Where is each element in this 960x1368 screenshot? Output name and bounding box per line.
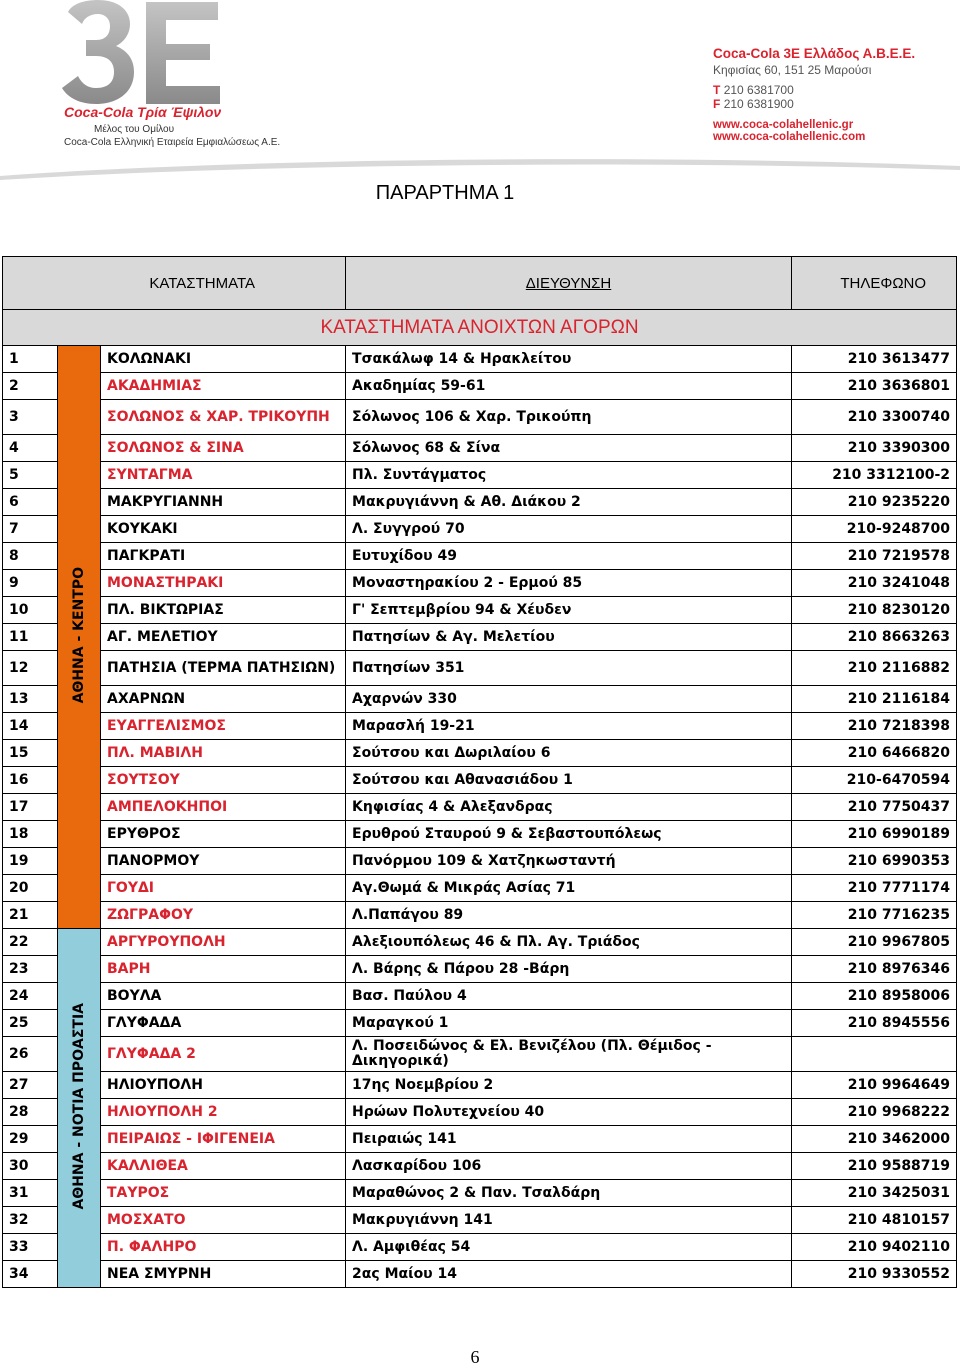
table-row bbox=[3, 1153, 957, 1180]
store-name: ΣΥΝΤΑΓΜΑ bbox=[101, 462, 346, 489]
store-address: Πανόρμου 109 & Χατζηκωσταντή bbox=[346, 848, 792, 875]
store-name: ΑΧΑΡΝΩΝ bbox=[101, 686, 346, 713]
table-row bbox=[3, 435, 957, 462]
store-address: Ακαδημίας 59-61 bbox=[346, 373, 792, 400]
store-phone: 210 8945556 bbox=[792, 1010, 957, 1037]
store-phone: 210 3390300 bbox=[792, 435, 957, 462]
store-address: Μακρυγιάννη 141 bbox=[346, 1207, 792, 1234]
store-name: ΖΩΓΡΑΦΟΥ bbox=[101, 902, 346, 929]
store-name: ΤΑΥΡΟΣ bbox=[101, 1180, 346, 1207]
store-phone: 210 2116882 bbox=[792, 651, 957, 686]
table-row bbox=[3, 875, 957, 902]
store-address: 17ης Νοεμβρίου 2 bbox=[346, 1072, 792, 1099]
store-address: Αλεξιουπόλεως 46 & Πλ. Αγ. Τριάδος bbox=[346, 929, 792, 956]
store-name: ΣΟΛΩΝΟΣ & ΧΑΡ. ΤΡΙΚΟΥΠΗ bbox=[101, 400, 346, 435]
store-phone: 210 6990353 bbox=[792, 848, 957, 875]
store-address: Πειραιώς 141 bbox=[346, 1126, 792, 1153]
row-number: 11 bbox=[3, 624, 58, 651]
store-name: ΜΑΚΡΥΓΙΑΝΝΗ bbox=[101, 489, 346, 516]
store-address: 2ας Μαίου 14 bbox=[346, 1261, 792, 1288]
store-phone: 210 9235220 bbox=[792, 489, 957, 516]
row-number: 29 bbox=[3, 1126, 58, 1153]
table-row bbox=[3, 516, 957, 543]
row-number: 10 bbox=[3, 597, 58, 624]
store-name: ΑΜΠΕΛΟΚΗΠΟΙ bbox=[101, 794, 346, 821]
col-header-address: ΔΙΕΥΘΥΝΣΗ bbox=[346, 257, 792, 310]
row-number: 31 bbox=[3, 1180, 58, 1207]
store-phone: 210-9248700 bbox=[792, 516, 957, 543]
row-number: 13 bbox=[3, 686, 58, 713]
row-number: 32 bbox=[3, 1207, 58, 1234]
table-row bbox=[3, 902, 957, 929]
store-address: Μαρασλή 19-21 bbox=[346, 713, 792, 740]
store-phone: 210 8976346 bbox=[792, 956, 957, 983]
table-row bbox=[3, 1010, 957, 1037]
page-number: 6 bbox=[470, 1347, 480, 1367]
store-name: ΠΑΤΗΣΙΑ (ΤΕΡΜΑ ΠΑΤΗΣΙΩΝ) bbox=[101, 651, 346, 686]
col-header-stores: ΚΑΤΑΣΤΗΜΑΤΑ bbox=[3, 257, 346, 310]
region-south-cell bbox=[58, 929, 101, 1288]
table-row bbox=[3, 686, 957, 713]
store-name: ΚΑΛΛΙΘΕΑ bbox=[101, 1153, 346, 1180]
stores-table bbox=[2, 256, 957, 1288]
store-phone: 210 3636801 bbox=[792, 373, 957, 400]
table-body bbox=[3, 346, 957, 1288]
company-name: Coca-Cola 3E Ελλάδος Α.Β.Ε.Ε. bbox=[713, 46, 916, 61]
table-row bbox=[3, 956, 957, 983]
table-row bbox=[3, 821, 957, 848]
store-phone: 210 7219578 bbox=[792, 543, 957, 570]
table-row bbox=[3, 794, 957, 821]
table-row bbox=[3, 1099, 957, 1126]
row-number: 1 bbox=[3, 346, 58, 373]
row-number: 21 bbox=[3, 902, 58, 929]
row-number: 2 bbox=[3, 373, 58, 400]
table-row bbox=[3, 929, 957, 956]
row-number: 6 bbox=[3, 489, 58, 516]
table-row bbox=[3, 1234, 957, 1261]
store-address: Λ.Παπάγου 89 bbox=[346, 902, 792, 929]
store-phone: 210 9402110 bbox=[792, 1234, 957, 1261]
store-address: Γ' Σεπτεμβρίου 94 & Χέυδεν bbox=[346, 597, 792, 624]
table-row bbox=[3, 651, 957, 686]
table-row bbox=[3, 1261, 957, 1288]
store-phone: 210 3312100-2 bbox=[792, 462, 957, 489]
phone-label: T bbox=[713, 83, 721, 97]
row-number: 34 bbox=[3, 1261, 58, 1288]
row-number: 7 bbox=[3, 516, 58, 543]
store-address: Πατησίων & Αγ. Μελετίου bbox=[346, 624, 792, 651]
row-number: 33 bbox=[3, 1234, 58, 1261]
table-row bbox=[3, 462, 957, 489]
store-address: Λ. Συγγρού 70 bbox=[346, 516, 792, 543]
col-header-phone: ΤΗΛΕΦΩΝΟ bbox=[792, 257, 957, 310]
row-number: 16 bbox=[3, 767, 58, 794]
store-phone: 210 3241048 bbox=[792, 570, 957, 597]
table-row bbox=[3, 848, 957, 875]
store-address: Σόλωνος 106 & Χαρ. Τρικούπη bbox=[346, 400, 792, 435]
store-address: Σούτσου και Δωριλαίου 6 bbox=[346, 740, 792, 767]
store-address: Αγ.Θωμά & Μικράς Ασίας 71 bbox=[346, 875, 792, 902]
row-number: 26 bbox=[3, 1037, 58, 1072]
store-phone: 210 8230120 bbox=[792, 597, 957, 624]
store-address: Πατησίων 351 bbox=[346, 651, 792, 686]
row-number: 15 bbox=[3, 740, 58, 767]
row-number: 9 bbox=[3, 570, 58, 597]
store-phone: 210 6990189 bbox=[792, 821, 957, 848]
region-south-label: ΑΘΗΝΑ - ΝΟΤΙΑ ΠΡΟΑΣΤΙΑ bbox=[70, 1002, 87, 1210]
website-link-gr[interactable]: www.coca-colahellenic.gr bbox=[713, 119, 854, 131]
row-number: 4 bbox=[3, 435, 58, 462]
store-name: ΠΛ. ΜΑΒΙΛΗ bbox=[101, 740, 346, 767]
region-center-cell bbox=[58, 346, 101, 929]
table-row bbox=[3, 1126, 957, 1153]
store-phone: 210 7771174 bbox=[792, 875, 957, 902]
store-name: ΣΟΥΤΣΟΥ bbox=[101, 767, 346, 794]
store-address: Αχαρνών 330 bbox=[346, 686, 792, 713]
store-name: ΠΑΓΚΡΑΤΙ bbox=[101, 543, 346, 570]
store-name: ΓΛΥΦΑΔΑ 2 bbox=[101, 1037, 346, 1072]
store-phone: 210 3462000 bbox=[792, 1126, 957, 1153]
store-phone: 210-6470594 bbox=[792, 767, 957, 794]
table-subtitle-row bbox=[3, 310, 957, 346]
store-address: Μοναστηρακίου 2 - Ερμού 85 bbox=[346, 570, 792, 597]
store-address: Λ. Αμφιθέας 54 bbox=[346, 1234, 792, 1261]
store-phone: 210 7716235 bbox=[792, 902, 957, 929]
table-row bbox=[3, 489, 957, 516]
phone-number: 210 6381700 bbox=[723, 83, 794, 97]
row-number: 22 bbox=[3, 929, 58, 956]
store-name: ΑΡΓΥΡΟΥΠΟΛΗ bbox=[101, 929, 346, 956]
store-address: Τσακάλωφ 14 & Ηρακλείτου bbox=[346, 346, 792, 373]
store-name: ΝΕΑ ΣΜΥΡΝΗ bbox=[101, 1261, 346, 1288]
row-number: 24 bbox=[3, 983, 58, 1010]
store-phone: 210 3300740 bbox=[792, 400, 957, 435]
fax-number: 210 6381900 bbox=[723, 97, 794, 111]
table-row bbox=[3, 740, 957, 767]
store-phone: 210 9964649 bbox=[792, 1072, 957, 1099]
store-name: ΓΟΥΔΙ bbox=[101, 875, 346, 902]
store-name: ΗΛΙΟΥΠΟΛΗ bbox=[101, 1072, 346, 1099]
row-number: 3 bbox=[3, 400, 58, 435]
store-name: ΜΟΝΑΣΤΗΡΑΚΙ bbox=[101, 570, 346, 597]
store-phone: 210 8663263 bbox=[792, 624, 957, 651]
table-row bbox=[3, 373, 957, 400]
table-row bbox=[3, 1207, 957, 1234]
table-row bbox=[3, 543, 957, 570]
row-number: 23 bbox=[3, 956, 58, 983]
table-row bbox=[3, 713, 957, 740]
table-row bbox=[3, 597, 957, 624]
store-phone: 210 3613477 bbox=[792, 346, 957, 373]
store-name: ΠΑΝΟΡΜΟΥ bbox=[101, 848, 346, 875]
store-address: Κηφισίας 4 & Αλεξανδρας bbox=[346, 794, 792, 821]
store-address: Λ. Ποσειδώνος & Ελ. Βενιζέλου (Πλ. Θέμιδος - Δικηγορικά) bbox=[346, 1037, 792, 1072]
store-phone: 210 2116184 bbox=[792, 686, 957, 713]
table-row bbox=[3, 346, 957, 373]
store-phone bbox=[792, 1037, 957, 1072]
table-row bbox=[3, 1037, 957, 1072]
table-row bbox=[3, 983, 957, 1010]
contact-block bbox=[713, 46, 938, 143]
store-name: ΠΕΙΡΑΙΩΣ - ΙΦΙΓΕΝΕΙΑ bbox=[101, 1126, 346, 1153]
store-address: Μακρυγιάννη & Αθ. Διάκου 2 bbox=[346, 489, 792, 516]
store-name: ΚΟΥΚΑΚΙ bbox=[101, 516, 346, 543]
row-number: 8 bbox=[3, 543, 58, 570]
table-subtitle: ΚΑΤΑΣΤΗΜΑΤΑ ΑΝΟΙΧΤΩΝ ΑΓΟΡΩΝ bbox=[3, 310, 957, 346]
store-address: Ευτυχίδου 49 bbox=[346, 543, 792, 570]
row-number: 25 bbox=[3, 1010, 58, 1037]
store-phone: 210 4810157 bbox=[792, 1207, 957, 1234]
store-phone: 210 6466820 bbox=[792, 740, 957, 767]
store-name: ΑΓ. ΜΕΛΕΤΙΟΥ bbox=[101, 624, 346, 651]
logo-3e-mark bbox=[62, 0, 222, 105]
store-phone: 210 9967805 bbox=[792, 929, 957, 956]
page-title: ΠΑΡΑΡΤΗΜΑ 1 bbox=[375, 182, 515, 204]
row-number: 27 bbox=[3, 1072, 58, 1099]
header-swoosh bbox=[0, 152, 960, 182]
store-address: Μαραθώνος 2 & Παν. Τσαλδάρη bbox=[346, 1180, 792, 1207]
company-phone bbox=[713, 83, 938, 97]
store-name: ΒΟΥΛΑ bbox=[101, 983, 346, 1010]
store-name: ΒΑΡΗ bbox=[101, 956, 346, 983]
website-link-com[interactable]: www.coca-colahellenic.com bbox=[713, 131, 866, 143]
store-address: Λ. Βάρης & Πάρου 28 -Βάρη bbox=[346, 956, 792, 983]
table-row bbox=[3, 570, 957, 597]
store-address: Σόλωνος 68 & Σίνα bbox=[346, 435, 792, 462]
store-address: Βασ. Παύλου 4 bbox=[346, 983, 792, 1010]
row-number: 18 bbox=[3, 821, 58, 848]
store-name: ΗΛΙΟΥΠΟΛΗ 2 bbox=[101, 1099, 346, 1126]
row-number: 12 bbox=[3, 651, 58, 686]
fax-label: F bbox=[713, 97, 721, 111]
table-row bbox=[3, 1180, 957, 1207]
table-header-row bbox=[3, 257, 957, 310]
table-row bbox=[3, 767, 957, 794]
store-name: ΚΟΛΩΝΑΚΙ bbox=[101, 346, 346, 373]
row-number: 17 bbox=[3, 794, 58, 821]
store-address: Ερυθρού Σταυρού 9 & Σεβαστουπόλεως bbox=[346, 821, 792, 848]
store-name: ΕΥΑΓΓΕΛΙΣΜΟΣ bbox=[101, 713, 346, 740]
logo-subtitle-2: Coca-Cola Ελληνική Εταιρεία Εμφιαλώσεως Α.Ε. bbox=[64, 137, 281, 148]
row-number: 28 bbox=[3, 1099, 58, 1126]
store-phone: 210 7218398 bbox=[792, 713, 957, 740]
store-phone: 210 9588719 bbox=[792, 1153, 957, 1180]
store-name: ΠΛ. ΒΙΚΤΩΡΙΑΣ bbox=[101, 597, 346, 624]
store-phone: 210 3425031 bbox=[792, 1180, 957, 1207]
table-row bbox=[3, 1072, 957, 1099]
store-phone: 210 7750437 bbox=[792, 794, 957, 821]
logo-subtitle: Μέλος του Ομίλου bbox=[94, 124, 175, 135]
store-name: Π. ΦΑΛΗΡΟ bbox=[101, 1234, 346, 1261]
company-address: Κηφισίας 60, 151 25 Μαρούσι bbox=[713, 63, 872, 77]
logo-name: Coca-Cola Τρία Έψιλον bbox=[64, 104, 222, 120]
store-address: Πλ. Συντάγματος bbox=[346, 462, 792, 489]
store-phone: 210 9330552 bbox=[792, 1261, 957, 1288]
row-number: 19 bbox=[3, 848, 58, 875]
company-logo bbox=[62, 0, 302, 160]
store-address: Λασκαρίδου 106 bbox=[346, 1153, 792, 1180]
store-name: ΕΡΥΘΡΟΣ bbox=[101, 821, 346, 848]
store-address: Μαραγκού 1 bbox=[346, 1010, 792, 1037]
table-row bbox=[3, 624, 957, 651]
row-number: 30 bbox=[3, 1153, 58, 1180]
store-phone: 210 9968222 bbox=[792, 1099, 957, 1126]
region-center-label: ΑΘΗΝΑ - ΚΕΝΤΡΟ bbox=[70, 566, 87, 704]
row-number: 5 bbox=[3, 462, 58, 489]
store-name: ΜΟΣΧΑΤΟ bbox=[101, 1207, 346, 1234]
company-fax bbox=[713, 97, 938, 111]
store-address: Σούτσου και Αθανασιάδου 1 bbox=[346, 767, 792, 794]
store-name: ΣΟΛΩΝΟΣ & ΣΙΝΑ bbox=[101, 435, 346, 462]
table-row bbox=[3, 400, 957, 435]
store-name: ΓΛΥΦΑΔΑ bbox=[101, 1010, 346, 1037]
store-address: Ηρώων Πολυτεχνείου 40 bbox=[346, 1099, 792, 1126]
row-number: 20 bbox=[3, 875, 58, 902]
store-phone: 210 8958006 bbox=[792, 983, 957, 1010]
row-number: 14 bbox=[3, 713, 58, 740]
store-name: ΑΚΑΔΗΜΙΑΣ bbox=[101, 373, 346, 400]
